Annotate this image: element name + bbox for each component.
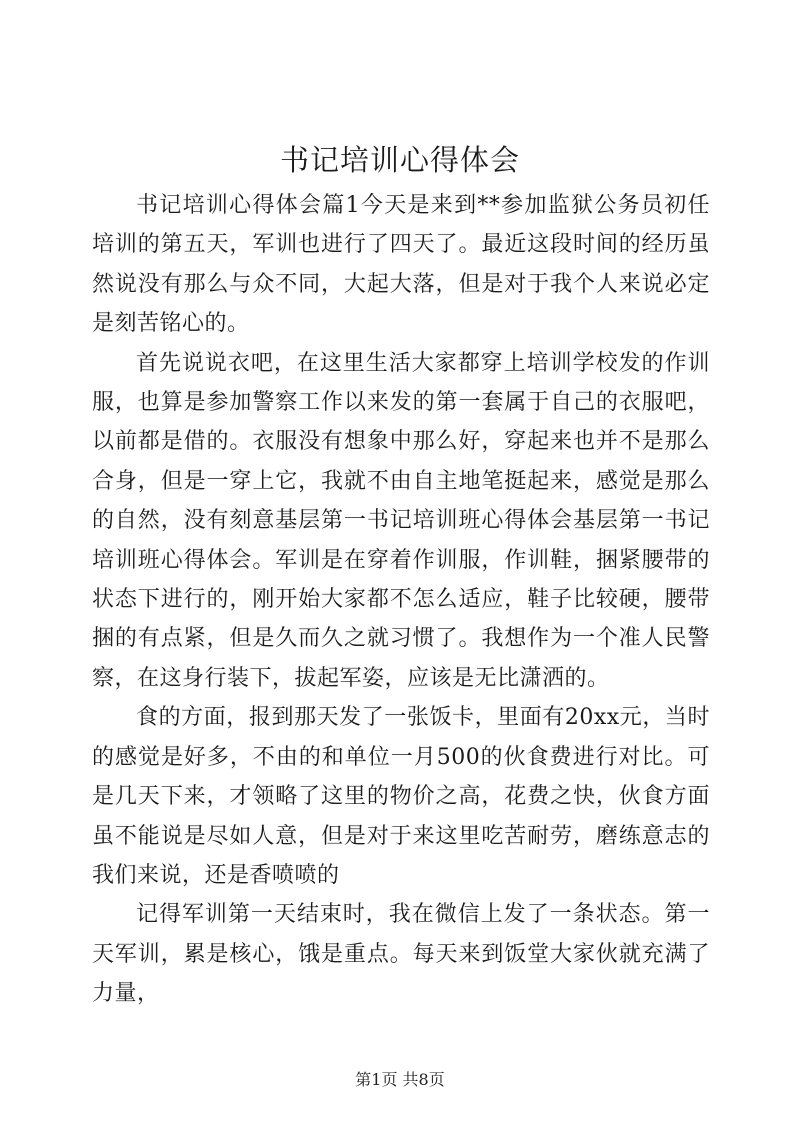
paragraph-4: 记得军训第一天结束时，我在微信上发了一条状态。第一天军训，累是核心，饿是重点。每天来到饭堂大家伙就充满了力量， [92,902,710,1007]
page-footer: 第1页 共8页 [355,1070,445,1089]
document-body [92,186,710,1014]
paragraph-3: 食的方面，报到那天发了一张饭卡，里面有20xx元，当时的感觉是好多，不由的和单位一月500的伙食费进行对比。可是几天下来，才领略了这里的物价之高，花费之快，伙食方面虽不能说是尽如人意，但是对于来这里吃苦耐劳，磨练意志的我们来说，还是香喷喷的 [92,705,710,888]
document-title: 书记培训心得体会 [279,143,520,177]
paragraph-1: 书记培训心得体会篇1今天是来到**参加监狱公务员初任培训的第五天，军训也进行了四天了。最近这段时间的经历虽然说没有那么与众不同，大起大落，但是对于我个人来说必定是刻苦铭心的。 [92,193,710,337]
paragraph-2: 首先说说衣吧，在这里生活大家都穿上培训学校发的作训服，也算是参加警察工作以来发的第一套属于自己的衣服吧，以前都是借的。衣服没有想象中那么好，穿起来也并不是那么合身，但是一穿上它，我就不由自主地笔挺起来，感觉是那么的自然，没有刻意基层第一书记培训班心得体会基层第一书记培训班心得体会。军训是在穿着作训服，作训鞋，捆紧腰带的状态下进行的，刚开始大家都不怎么适应，鞋子比较硬，腰带捆的有点紧，但是久而久之就习惯了。我想作为一个准人民警察，在这身行装下，拔起军姿，应该是无比潇洒的。 [92,350,710,691]
